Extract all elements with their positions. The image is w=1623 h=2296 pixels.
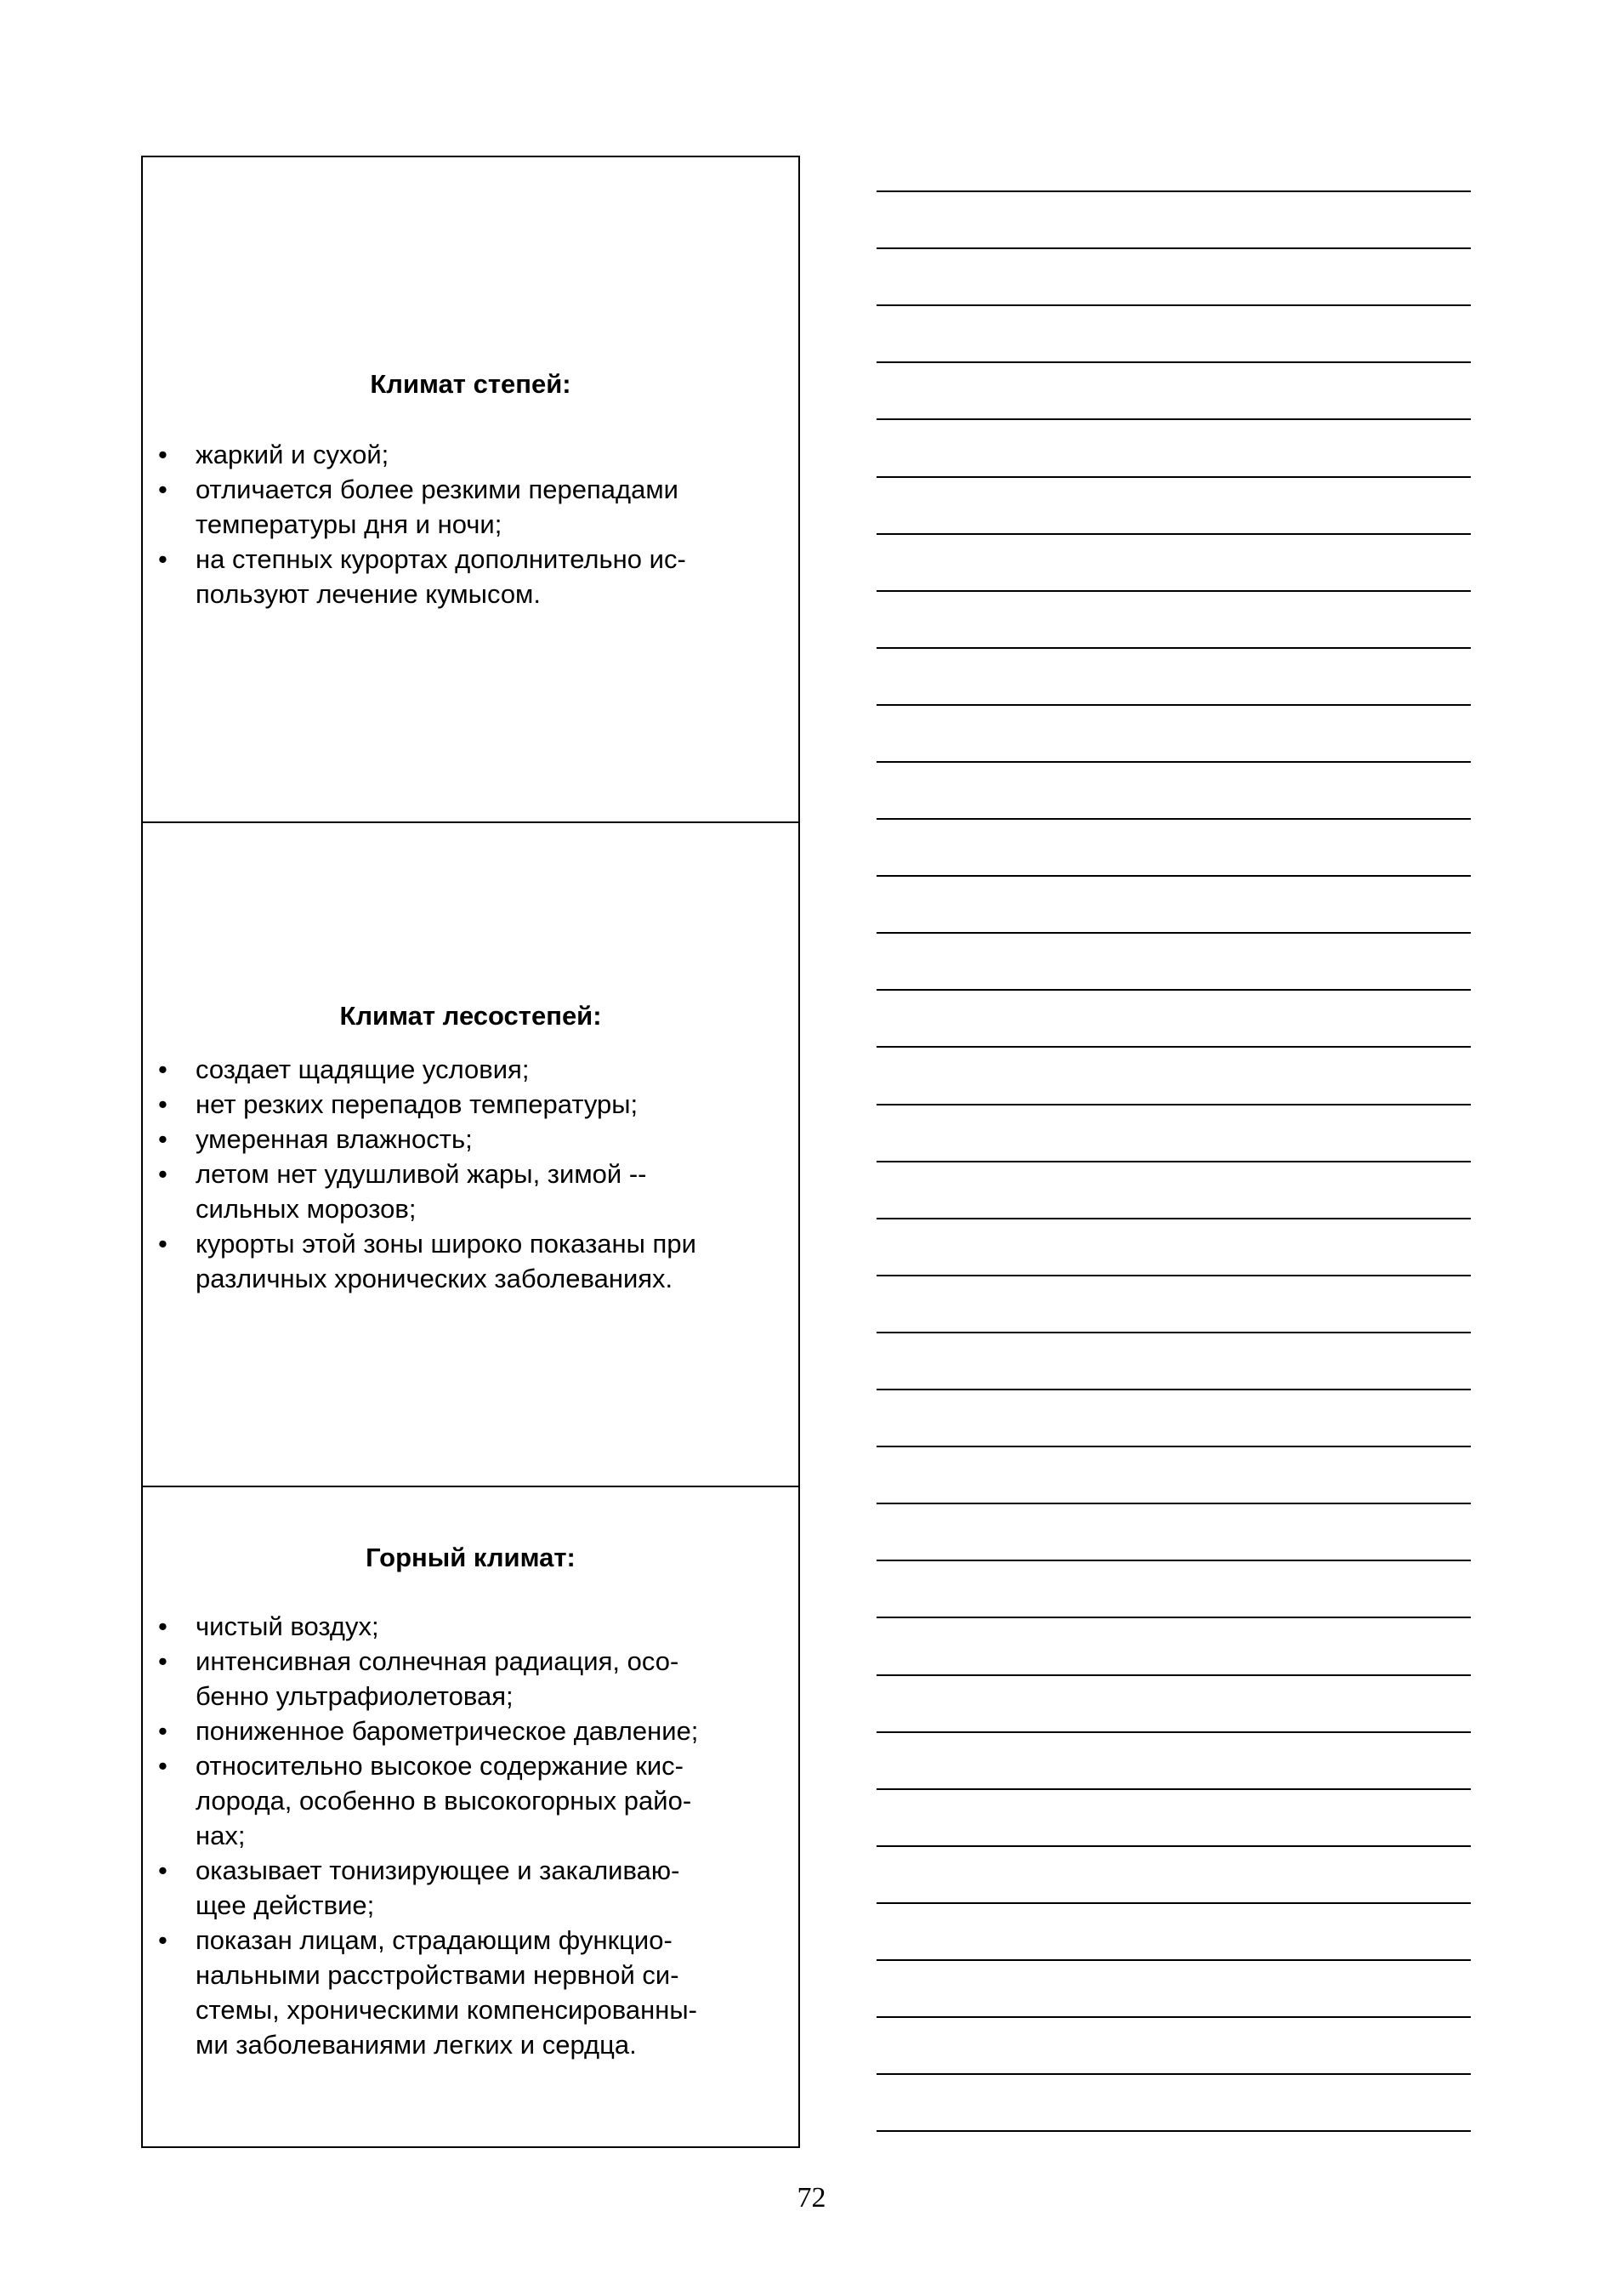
note-line — [877, 304, 1471, 306]
bullet-text-line: пониженное барометрическое давление; — [196, 1716, 699, 1746]
note-line — [877, 1560, 1471, 1561]
bullet-item — [158, 1748, 781, 1853]
note-line — [877, 875, 1471, 877]
bullet-text-line: различных хронических заболеваниях. — [196, 1264, 673, 1293]
note-line — [877, 590, 1471, 592]
bullet-text-line: оказывает тонизирующее и закаливаю- — [196, 1856, 680, 1885]
note-line — [877, 1218, 1471, 1219]
note-line — [877, 1389, 1471, 1390]
bullet-text-line: бенно ультрафиолетовая; — [196, 1681, 514, 1711]
bullet-icon: • — [158, 475, 167, 504]
note-line — [877, 1503, 1471, 1504]
slide-mountain-climate — [143, 1486, 798, 2148]
bullet-text-line: интенсивная солнечная радиация, осо- — [196, 1646, 679, 1676]
note-line — [877, 1845, 1471, 1847]
bullet-item — [158, 1609, 781, 1644]
bullet-text-line: ми заболеваниями легких и сердца. — [196, 2030, 637, 2060]
note-line — [877, 418, 1471, 420]
note-line — [877, 1161, 1471, 1162]
note-line — [877, 476, 1471, 478]
slides-frame — [141, 156, 800, 2148]
bullet-icon: • — [158, 1751, 167, 1781]
note-line — [877, 1788, 1471, 1790]
bullet-text-line: лорода, особенно в высокогорных райо- — [196, 1786, 692, 1816]
bullet-text-line: температуры дня и ночи; — [196, 509, 502, 539]
bullet-item — [158, 437, 781, 472]
bullet-list — [143, 1052, 798, 1296]
note-line — [877, 1275, 1471, 1276]
bullet-item — [158, 542, 781, 611]
note-line — [877, 1902, 1471, 1904]
bullet-item — [158, 1923, 781, 2062]
bullet-icon: • — [158, 440, 167, 469]
bullet-text-line: стемы, хроническими компенсированны- — [196, 1995, 697, 2025]
bullet-item — [158, 1052, 781, 1087]
bullet-text-line: чистый воздух; — [196, 1611, 379, 1641]
note-line — [877, 761, 1471, 763]
note-line — [877, 1959, 1471, 1961]
bullet-text-line: относительно высокое содержание кис- — [196, 1751, 684, 1781]
slide-title: Климат степей: — [370, 369, 571, 399]
bullet-text-line: щее действие; — [196, 1890, 375, 1920]
note-line — [877, 361, 1471, 363]
note-line — [877, 2130, 1471, 2132]
bullet-text-line: умеренная влажность; — [196, 1124, 473, 1154]
bullet-icon: • — [158, 1054, 167, 1084]
bullet-item — [158, 1122, 781, 1157]
bullet-icon: • — [158, 1229, 167, 1259]
bullet-text-line: курорты этой зоны широко показаны при — [196, 1229, 696, 1259]
note-line — [877, 1617, 1471, 1618]
bullet-item — [158, 1644, 781, 1713]
bullet-icon: • — [158, 1716, 167, 1746]
note-line — [877, 989, 1471, 991]
slide-title: Климат лесостепей: — [339, 1001, 602, 1031]
note-line — [877, 533, 1471, 535]
note-line — [877, 1731, 1471, 1733]
bullet-icon: • — [158, 1925, 167, 1955]
bullet-text-line: показан лицам, страдающим функцио- — [196, 1925, 672, 1955]
bullet-item — [158, 1087, 781, 1122]
note-line — [877, 2073, 1471, 2075]
note-line — [877, 1104, 1471, 1105]
slide-title: Горный климат: — [366, 1543, 576, 1572]
note-line — [877, 1446, 1471, 1447]
note-line — [877, 247, 1471, 249]
bullet-text-line: пользуют лечение кумысом. — [196, 579, 541, 609]
page-number: 72 — [797, 2182, 826, 2214]
note-line — [877, 190, 1471, 192]
note-line — [877, 1046, 1471, 1048]
note-line — [877, 1674, 1471, 1676]
bullet-text-line: нальными расстройствами нервной си- — [196, 1960, 679, 1990]
bullet-icon: • — [158, 1159, 167, 1189]
note-line — [877, 818, 1471, 820]
note-line — [877, 2016, 1471, 2018]
bullet-item — [158, 472, 781, 542]
note-line — [877, 647, 1471, 649]
bullet-text-line: создает щадящие условия; — [196, 1054, 530, 1084]
bullet-item — [158, 1713, 781, 1748]
bullet-text-line: нах; — [196, 1821, 246, 1850]
bullet-text-line: отличается более резкими перепадами — [196, 475, 678, 504]
bullet-icon: • — [158, 1646, 167, 1676]
bullet-text-line: сильных морозов; — [196, 1194, 417, 1224]
bullet-item — [158, 1226, 781, 1296]
bullet-list — [143, 437, 798, 611]
slide-steppe-climate — [143, 157, 798, 821]
note-line — [877, 932, 1471, 934]
bullet-text-line: летом нет удушливой жары, зимой -- — [196, 1159, 647, 1189]
bullet-icon: • — [158, 1089, 167, 1119]
bullet-icon: • — [158, 1124, 167, 1154]
notes-lines-area — [877, 190, 1471, 2138]
bullet-icon: • — [158, 544, 167, 574]
note-line — [877, 1332, 1471, 1333]
bullet-icon: • — [158, 1856, 167, 1885]
bullet-item — [158, 1853, 781, 1923]
note-line — [877, 704, 1471, 706]
bullet-text-line: жаркий и сухой; — [196, 440, 389, 469]
bullet-icon: • — [158, 1611, 167, 1641]
bullet-item — [158, 1157, 781, 1226]
bullet-text-line: нет резких перепадов температуры; — [196, 1089, 638, 1119]
bullet-text-line: на степных курортах дополнительно ис- — [196, 544, 686, 574]
slide-forest-steppe-climate — [143, 821, 798, 1486]
bullet-list — [143, 1609, 798, 2062]
